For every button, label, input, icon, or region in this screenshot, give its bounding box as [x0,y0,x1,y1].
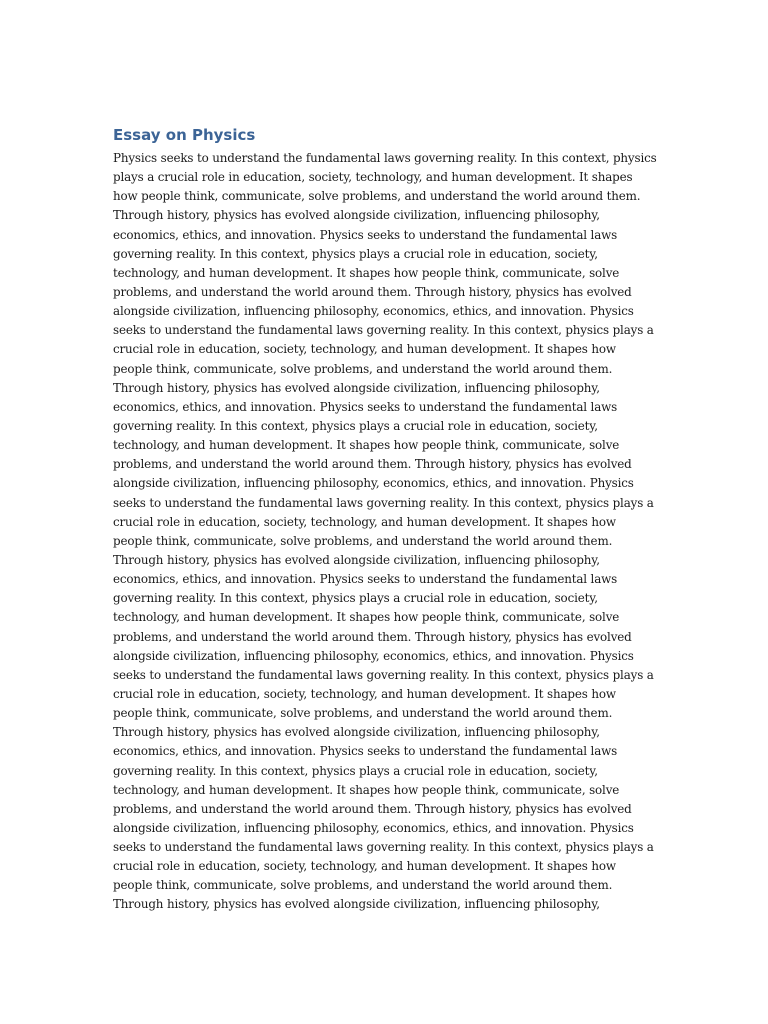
essay-line: governing reality. In this context, physics plays a crucial role in education, society, [113,246,598,261]
essay-line: plays a crucial role in education, society, technology, and human development. It shapes [113,170,633,185]
essay-line: technology, and human development. It shapes how people think, communicate, solve [113,782,620,797]
essay-line: alongside civilization, influencing philosophy, economics, ethics, and innovation. Physics [113,648,634,663]
essay-line: alongside civilization, influencing philosophy, economics, ethics, and innovation. Physics [113,304,634,319]
essay-line: crucial role in education, society, technology, and human development. It shapes how [113,686,616,701]
essay-line: Through history, physics has evolved alongside civilization, influencing philosophy, [113,897,600,912]
essay-line: governing reality. In this context, physics plays a crucial role in education, society, [113,418,598,433]
essay-line: crucial role in education, society, technology, and human development. It shapes how [113,514,616,529]
essay-line: crucial role in education, society, technology, and human development. It shapes how [113,342,616,357]
essay-title: Essay on Physics [113,126,256,144]
essay-line: governing reality. In this context, physics plays a crucial role in education, society, [113,763,598,778]
essay-line: Through history, physics has evolved alongside civilization, influencing philosophy, [113,380,600,395]
essay-line: technology, and human development. It shapes how people think, communicate, solve [113,265,620,280]
essay-line: problems, and understand the world around them. Through history, physics has evolved [113,457,632,472]
essay-line: people think, communicate, solve problems, and understand the world around them. [113,706,613,721]
essay-line: seeks to understand the fundamental laws governing reality. In this context, physics plays a [113,667,654,682]
essay-line: economics, ethics, and innovation. Physics seeks to understand the fundamental laws [113,572,618,587]
essay-line: Through history, physics has evolved alongside civilization, influencing philosophy, [113,725,600,740]
essay-line: Physics seeks to understand the fundamental laws governing reality. In this context, physics [113,151,657,165]
essay-line: problems, and understand the world around them. Through history, physics has evolved [113,801,632,816]
essay-line: people think, communicate, solve problems, and understand the world around them. [113,533,613,548]
essay-line: problems, and understand the world around them. Through history, physics has evolved [113,629,632,644]
essay-line: economics, ethics, and innovation. Physics seeks to understand the fundamental laws [113,399,618,414]
essay-line: how people think, communicate, solve problems, and understand the world around them. [113,189,641,204]
essay-line: people think, communicate, solve problems, and understand the world around them. [113,878,613,893]
essay-body [113,149,673,915]
essay-line: people think, communicate, solve problems, and understand the world around them. [113,361,613,376]
essay-line: alongside civilization, influencing philosophy, economics, ethics, and innovation. Physics [113,820,634,835]
essay-line: technology, and human development. It shapes how people think, communicate, solve [113,610,620,625]
essay-line: economics, ethics, and innovation. Physics seeks to understand the fundamental laws [113,227,618,242]
essay-line: economics, ethics, and innovation. Physics seeks to understand the fundamental laws [113,744,618,759]
essay-line: governing reality. In this context, physics plays a crucial role in education, society, [113,591,598,606]
essay-line: seeks to understand the fundamental laws governing reality. In this context, physics plays a [113,495,654,510]
essay-line: alongside civilization, influencing philosophy, economics, ethics, and innovation. Physics [113,476,634,491]
essay-line: Through history, physics has evolved alongside civilization, influencing philosophy, [113,208,600,223]
essay-line: seeks to understand the fundamental laws governing reality. In this context, physics plays a [113,323,654,338]
essay-line: Through history, physics has evolved alongside civilization, influencing philosophy, [113,552,600,567]
essay-line: technology, and human development. It shapes how people think, communicate, solve [113,438,620,453]
essay-line: problems, and understand the world around them. Through history, physics has evolved [113,284,632,299]
essay-line: seeks to understand the fundamental laws governing reality. In this context, physics plays a [113,840,654,855]
essay-line: crucial role in education, society, technology, and human development. It shapes how [113,859,616,874]
